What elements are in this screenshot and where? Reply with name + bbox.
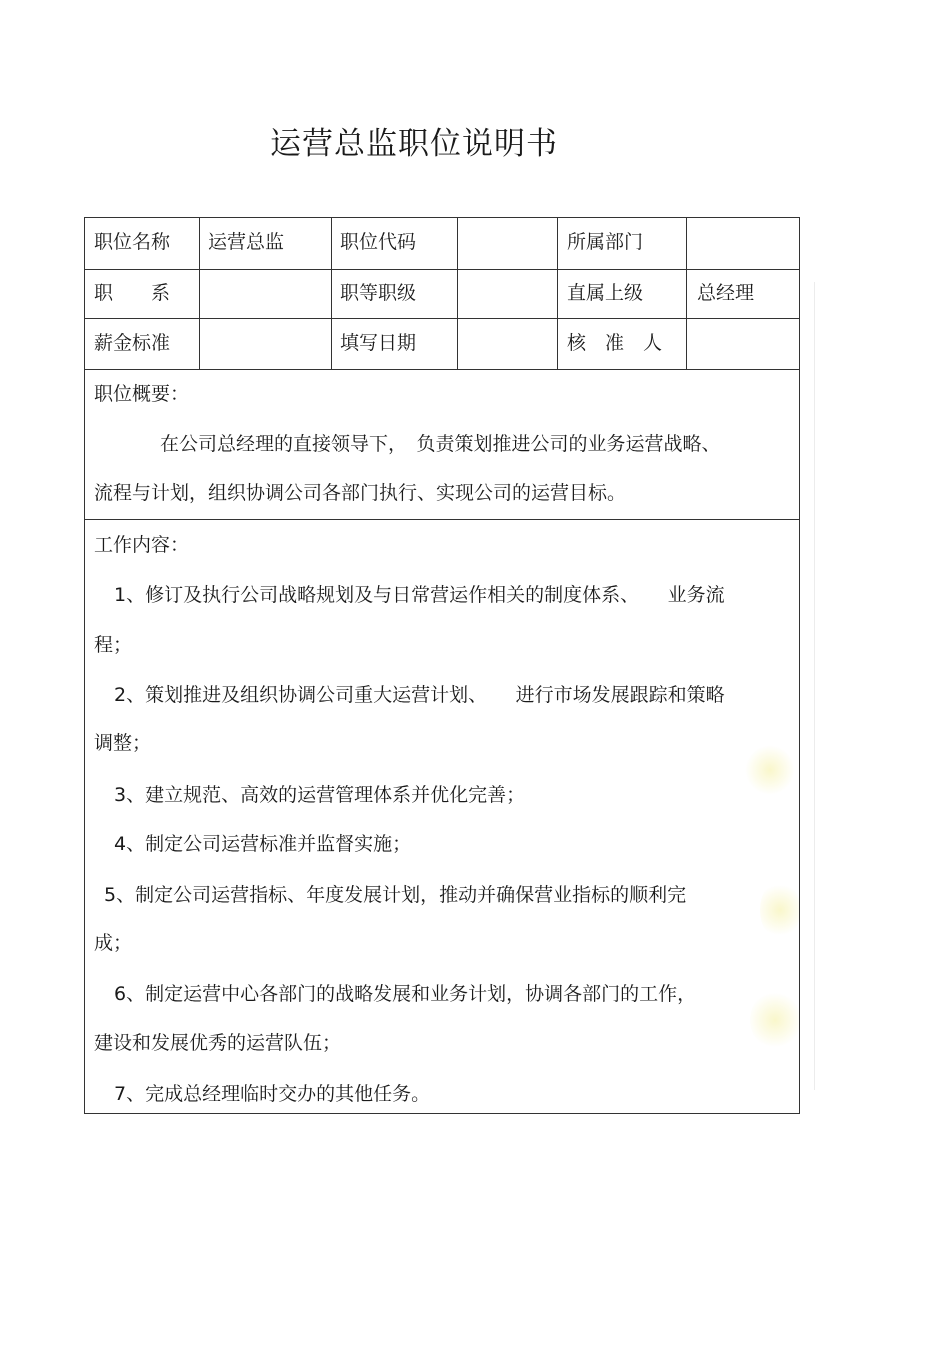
label-fill-date: 填写日期: [340, 332, 417, 354]
summary-line: 在公司总经理的直接领导下， 负责策划推进公司的业务运营战略、: [160, 433, 721, 455]
label-position-code: 职位代码: [340, 231, 417, 253]
label-position-name: 职位名称: [94, 231, 171, 253]
duty-line: 3、建立规范、高效的运营管理体系并优化完善；: [114, 784, 526, 806]
label-grade-level: 职等职级: [340, 282, 417, 304]
duty-line: 调整；: [94, 732, 152, 754]
duty-line: 4、制定公司运营标准并监督实施；: [114, 833, 412, 855]
duty-line: 建设和发展优秀的运营队伍；: [94, 1032, 342, 1054]
label-approver: 核 准 人: [567, 332, 663, 354]
label-department: 所属部门: [567, 231, 644, 253]
duty-line: 5、制定公司运营指标、年度发展计划，推动并确保营业指标的顺利完: [104, 884, 687, 906]
duty-line: 程；: [94, 634, 133, 656]
label-job-family: 职 系: [94, 282, 171, 304]
value-direct-supervisor: 总经理: [697, 282, 755, 304]
summary-heading: 职位概要：: [94, 383, 190, 405]
job-description-table: [84, 217, 800, 1114]
value-position-name: 运营总监: [208, 231, 285, 253]
summary-line: 流程与计划，组织协调公司各部门执行、实现公司的运营目标。: [94, 482, 627, 504]
duty-line: 7、完成总经理临时交办的其他任务。: [114, 1083, 431, 1105]
page-title: 运营总监职位说明书: [270, 126, 558, 162]
duty-line: 6、制定运营中心各部门的战略发展和业务计划，协调各部门的工作，: [114, 983, 697, 1005]
label-salary-standard: 薪金标准: [94, 332, 171, 354]
duties-heading: 工作内容：: [94, 534, 190, 556]
duty-line: 2、策划推进及组织协调公司重大运营计划、 进行市场发展跟踪和策略: [114, 684, 725, 706]
label-direct-supervisor: 直属上级: [567, 282, 644, 304]
ghost-page-edge: [814, 282, 815, 1090]
duty-line: 1、修订及执行公司战略规划及与日常营运作相关的制度体系、 业务流: [114, 584, 725, 606]
duty-line: 成；: [94, 932, 133, 954]
